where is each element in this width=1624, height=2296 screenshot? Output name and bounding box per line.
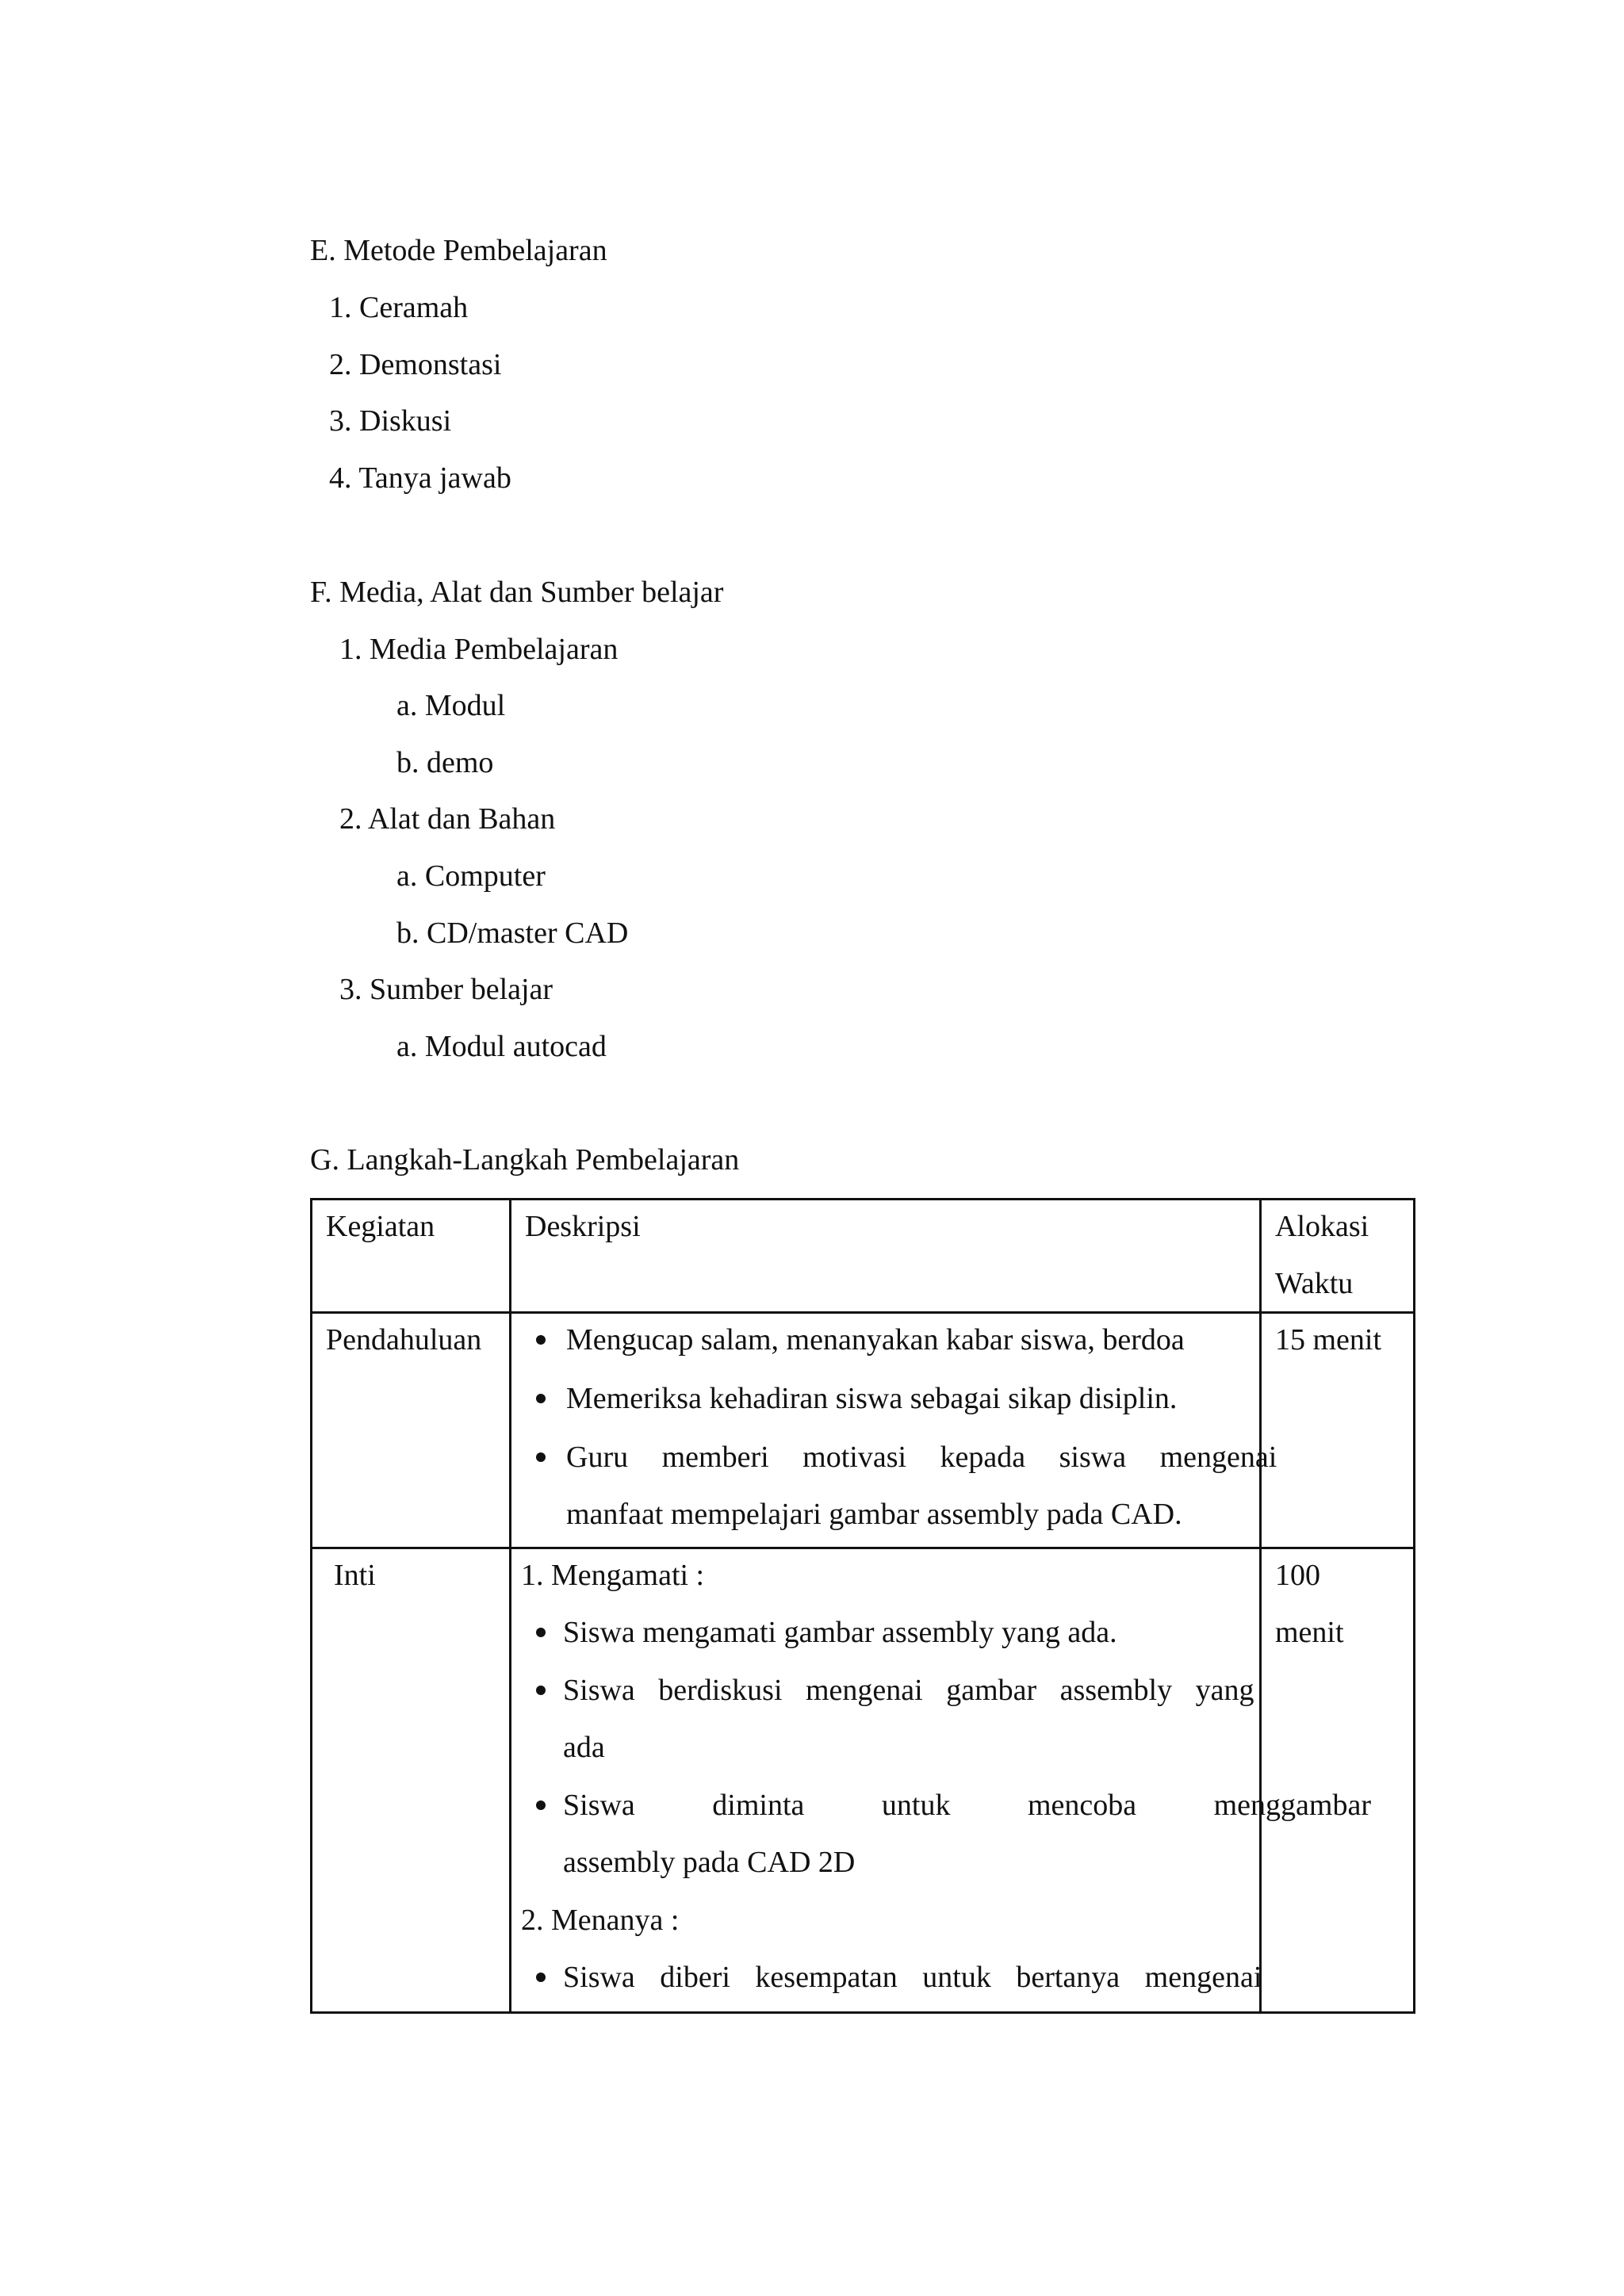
section-e-heading: E. Metode Pembelajaran (310, 234, 607, 267)
row-bullet-continuation: manfaat mempelajari gambar assembly pada CAD. (566, 1498, 1182, 1531)
table-row (312, 1313, 1415, 1548)
list-item: a. Modul (396, 689, 506, 722)
list-item: 4. Tanya jawab (329, 461, 511, 495)
learning-steps-table (310, 1198, 1415, 2014)
bullet-icon (536, 1686, 546, 1695)
row-kegiatan: Pendahuluan (326, 1323, 482, 1357)
list-item: b. demo (396, 746, 494, 779)
list-item: a. Modul autocad (396, 1030, 607, 1063)
header-alokasi: Alokasi (1275, 1210, 1369, 1243)
header-kegiatan: Kegiatan (326, 1210, 435, 1243)
bullet-icon (536, 1452, 546, 1462)
step-heading: 1. Mengamati : (521, 1559, 705, 1592)
table-header-cell (1261, 1200, 1415, 1313)
bullet-icon (536, 1628, 546, 1637)
table-header-cell (312, 1200, 511, 1313)
row-bullet-continuation: assembly pada CAD 2D (563, 1846, 856, 1879)
row-bullet: Siswa mengamati gambar assembly yang ada. (563, 1616, 1117, 1649)
row-bullet: Mengucap salam, menanyakan kabar siswa, berdoa (566, 1323, 1185, 1357)
table-cell (1261, 1313, 1415, 1548)
row-bullet: Siswa diberi kesempatan untuk bertanya mengenai (563, 1961, 1262, 1994)
header-deskripsi: Deskripsi (525, 1210, 641, 1243)
row-bullet: Siswa diminta untuk mencoba menggambar (563, 1789, 1371, 1822)
table-cell (312, 1313, 511, 1548)
header-waktu: Waktu (1275, 1267, 1354, 1300)
row-bullet: Siswa berdiskusi mengenai gambar assembly yang (563, 1674, 1254, 1707)
bullet-icon (536, 1800, 546, 1810)
list-item: 1. Media Pembelajaran (339, 633, 619, 666)
list-item: 1. Ceramah (329, 291, 469, 324)
table-header-row (312, 1200, 1415, 1313)
row-bullet: Guru memberi motivasi kepada siswa mengenai (566, 1441, 1277, 1474)
table-cell (1261, 1548, 1415, 2013)
list-item: 2. Demonstasi (329, 348, 502, 381)
row-kegiatan: Inti (334, 1559, 376, 1592)
list-item: 2. Alat dan Bahan (339, 802, 556, 836)
step-heading: 2. Menanya : (521, 1904, 680, 1937)
bullet-icon (536, 1335, 546, 1345)
table-cell (511, 1313, 1277, 1548)
row-bullet: Memeriksa kehadiran siswa sebagai sikap disiplin. (566, 1382, 1178, 1415)
section-g-heading: G. Langkah-Langkah Pembelajaran (310, 1143, 740, 1177)
list-item: 3. Diskusi (329, 404, 452, 438)
list-item: a. Computer (396, 859, 546, 893)
row-waktu: menit (1275, 1616, 1344, 1649)
row-waktu: 15 menit (1275, 1323, 1382, 1357)
table-cell (312, 1548, 511, 2013)
bullet-icon (536, 1973, 546, 1982)
table-header-cell (511, 1200, 1261, 1313)
table-row (312, 1548, 1415, 2013)
row-bullet-continuation: ada (563, 1731, 605, 1764)
list-item: 3. Sumber belajar (339, 973, 553, 1006)
list-item: b. CD/master CAD (396, 916, 629, 950)
row-waktu: 100 (1275, 1559, 1320, 1592)
section-f-heading: F. Media, Alat dan Sumber belajar (310, 576, 724, 609)
bullet-icon (536, 1394, 546, 1403)
